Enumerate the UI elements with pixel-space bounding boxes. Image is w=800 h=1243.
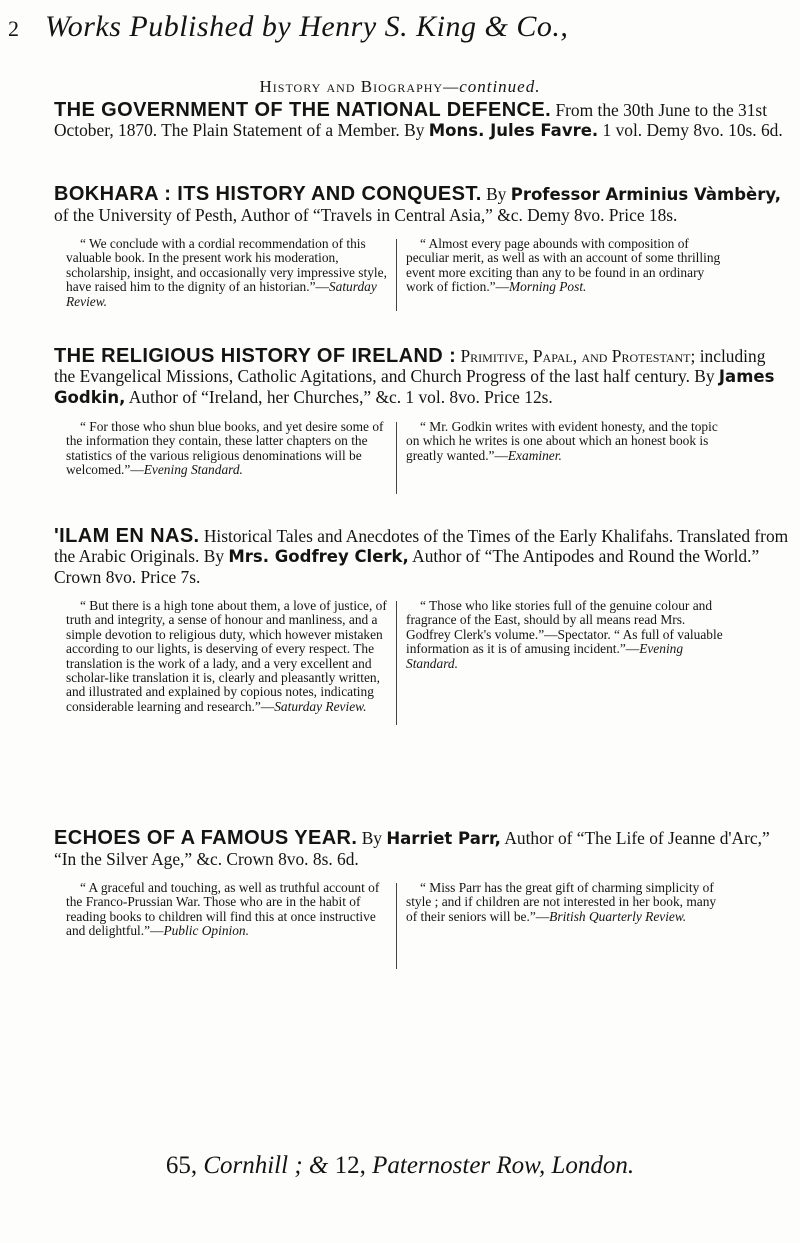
address-street: Cornhill ; xyxy=(203,1152,303,1179)
review-source: Examiner. xyxy=(507,447,562,463)
address-ampersand: & xyxy=(308,1152,329,1179)
entry-details: 1 vol. Demy 8vo. 10s. 6d. xyxy=(598,120,783,140)
catalogue-entry xyxy=(54,346,789,500)
entry-title: 'ILAM EN NAS. xyxy=(54,525,200,547)
reviews xyxy=(54,599,789,729)
entry-details: Author of “Ireland, her Churches,” &c. 1 vol. 8vo. Price 12s. xyxy=(125,387,553,407)
review-source: Public Opinion. xyxy=(163,923,249,939)
entry-details: Author of “The Life of Jeanne d'Arc,” “In the Silver Age,” &c. Crown 8vo. 8s. 6d. xyxy=(54,828,770,869)
entry-text xyxy=(54,526,789,587)
review-quote xyxy=(406,420,728,463)
address-street: Paternoster Row, London. xyxy=(372,1152,635,1179)
review-text: “ A graceful and touching, as well as truthful account of the Franco-Prussian War. Those who are in the habit of reading books to children will find this at once instructive and delightful.”— xyxy=(66,880,380,939)
review-quote xyxy=(406,599,728,671)
entry-author: Mons. Jules Favre. xyxy=(428,121,599,140)
publisher-address xyxy=(0,1152,800,1180)
column-divider xyxy=(396,239,397,311)
entry-description: By xyxy=(481,184,511,204)
entry-description: From the 30th June to the 31st October, 1870. The Plain Statement of a Member. By xyxy=(54,100,768,140)
entry-text xyxy=(54,346,789,408)
entry-description: Historical Tales and Anecdotes of the Times of the Early Khalifahs. Translated from the Arabic Originals. By xyxy=(54,526,789,566)
section-continued: —continued. xyxy=(443,77,541,96)
entry-title: BOKHARA : ITS HISTORY AND CONQUEST. xyxy=(54,183,482,205)
entry-author: Harriet Parr, xyxy=(386,829,501,848)
review-source: Morning Post. xyxy=(509,279,587,295)
reviews xyxy=(54,881,789,971)
catalogue-entry xyxy=(54,828,789,971)
entry-text xyxy=(54,100,789,141)
review-text: “ Miss Parr has the great gift of charming simplicity of style ; and if children are not interested in her book, many of their seniors will be.”— xyxy=(406,880,717,924)
entry-title: ECHOES OF A FAMOUS YEAR. xyxy=(54,827,358,849)
running-head xyxy=(0,6,800,50)
review-quote xyxy=(66,237,388,309)
address-number: 12, xyxy=(334,1152,366,1179)
review-source: Evening Standard. xyxy=(143,462,243,478)
review-quote xyxy=(66,420,388,478)
reviews xyxy=(54,420,789,500)
review-quote xyxy=(406,237,728,295)
catalogue-entry xyxy=(54,526,789,729)
entry-author: James Godkin, xyxy=(54,367,775,407)
review-text: “ Almost every page abounds with composition of peculiar merit, as well as with an account of some thrilling event more exciting than any to be found in an ordinary work of fiction.”— xyxy=(406,236,721,295)
catalogue-entry xyxy=(54,184,789,317)
entry-title: THE GOVERNMENT OF THE NATIONAL DEFENCE. xyxy=(54,99,552,121)
entry-description: By xyxy=(357,828,387,848)
catalogue-entry xyxy=(54,100,789,141)
address-number: 65, xyxy=(165,1152,198,1179)
review-text: “ Mr. Godkin writes with evident honesty, and the topic on which he writes is one about which an honest book is greatly wanted.”— xyxy=(406,419,718,463)
entry-details: Author of “The Antipodes and Round the World.” Crown 8vo. Price 7s. xyxy=(54,546,760,587)
review-source: British Quarterly Review. xyxy=(549,908,687,924)
running-head-title: Works Published by Henry S. King & Co., xyxy=(45,10,569,43)
section-heading xyxy=(0,77,800,97)
column-divider xyxy=(396,883,397,969)
review-source: Evening Standard. xyxy=(406,641,684,671)
column-divider xyxy=(396,422,397,494)
review-text: “ For those who shun blue books, and yet desire some of the information they contain, these latter chapters on the statistics of the various religious denominations will be welcomed.”— xyxy=(66,419,384,478)
entry-text xyxy=(54,828,789,869)
entry-author: Mrs. Godfrey Clerk, xyxy=(228,547,409,566)
review-quote xyxy=(66,881,388,939)
review-source: Saturday Review. xyxy=(66,279,377,309)
review-quote xyxy=(406,881,728,924)
entry-title: THE RELIGIOUS HISTORY OF IRELAND : xyxy=(54,345,457,367)
entry-author: Professor Arminius Vàmbèry, xyxy=(510,185,782,204)
review-text: “ We conclude with a cordial recommendation of this valuable book. In the present work his moderation, scholarship, insight, and occasionally very impressive style, have raised him to the dignity of an historian.”— xyxy=(66,236,387,295)
review-text: “ Those who like stories full of the genuine colour and fragrance of the East, should by all means read Mrs. Godfrey Clerk's volume.”—Spectator. “ As full of valuable information as it is of amusing incident.”— xyxy=(406,598,723,657)
entry-details: of the University of Pesth, Author of “Travels in Central Asia,” &c. Demy 8vo. Price 18s. xyxy=(54,205,678,225)
review-quote xyxy=(66,599,388,714)
page-number: 2 xyxy=(8,16,19,41)
entry-description: ; including the Evangelical Missions, Catholic Agitations, and Church Progress of the last half century. By xyxy=(54,346,766,386)
section-title: History and Biography xyxy=(259,77,444,96)
entry-text xyxy=(54,184,789,225)
entry-subtitle: Primitive, Papal, and Protestant xyxy=(456,346,691,366)
review-text: “ But there is a high tone about them, a love of justice, of truth and integrity, a sense of honour and manliness, and a simple devotion to religious duty, which however mistaken according to our lights, is deserving of every respect. The translation is the work of a lady, and a very excellent and scholar-like translation it is, clearly and pleasantly written, and illustrated and explained by copious notes, indicating considerable learning and research.”— xyxy=(66,598,387,714)
column-divider xyxy=(396,601,397,725)
reviews xyxy=(54,237,789,317)
review-source: Saturday Review. xyxy=(274,698,367,714)
